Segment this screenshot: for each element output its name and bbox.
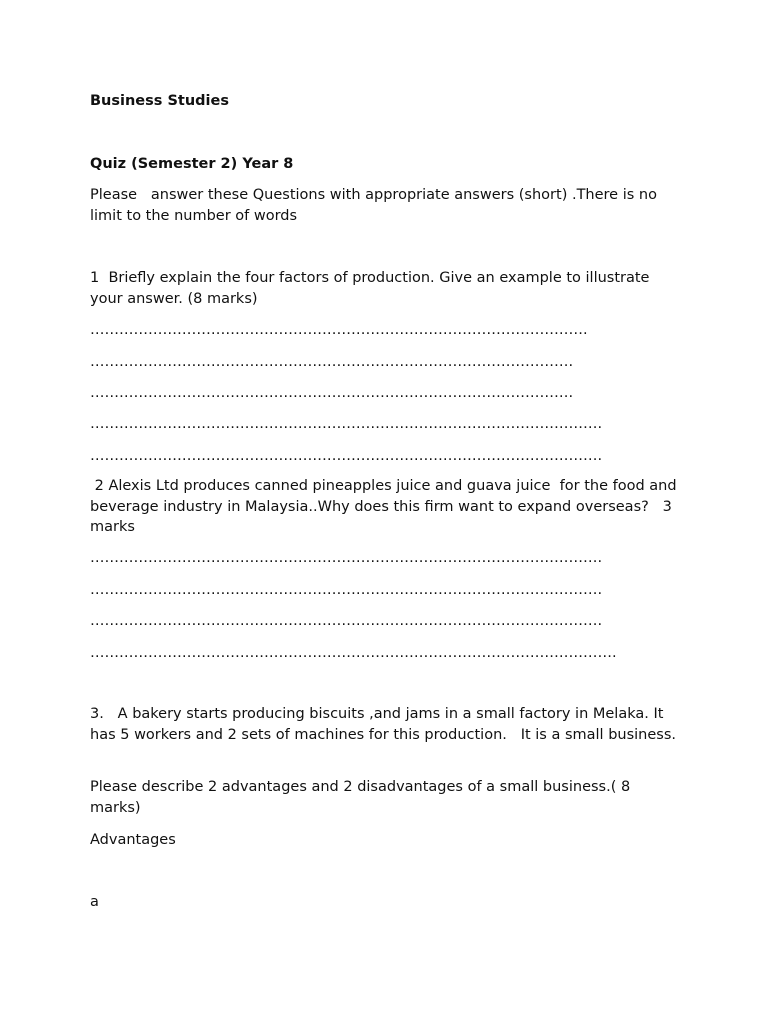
quiz-title: Quiz (Semester 2) Year 8 [90, 156, 294, 172]
subject-heading: Business Studies [90, 93, 229, 109]
question-1-text: 1 Briefly explain the four factors of production. Give an example to illustrate your answer. (8 marks) [90, 270, 655, 307]
answer-line: ……………………………………………………………………………………………. [90, 582, 603, 598]
advantages-label: Advantages [90, 832, 176, 848]
question-2-text: 2 Alexis Ltd produces canned pineapples juice and guava juice for the food and beverage industry in Malaysia..Why does this firm want to expand overseas? 3 marks [90, 478, 682, 535]
answer-line: ………………………………………………………………………………………………. [90, 645, 617, 661]
answer-line: ……………………………………………………………………………………………. [90, 448, 603, 464]
answer-line: ………………………………………………………………………………………. [90, 354, 574, 370]
answer-line: ……………………………………………………………………………………………. [90, 613, 603, 629]
answer-line: …………………………………………………………………………………………. [90, 322, 588, 338]
question-3-prompt: Please describe 2 advantages and 2 disadvantages of a small business.( 8 marks) [90, 779, 635, 816]
instructions-text: Please answer these Questions with appropriate answers (short) .There is no limit to the number of words [90, 187, 662, 224]
answer-line: ……………………………………………………………………………………………. [90, 416, 603, 432]
question-3-text: 3. A bakery starts producing biscuits ,and jams in a small factory in Melaka. It has 5 workers and 2 sets of machines for this production. It is a small business. [90, 706, 677, 743]
advantage-item-a: a [90, 894, 99, 910]
answer-line: ……………………………………………………………………………………………. [90, 550, 603, 566]
answer-line: ………………………………………………………………………………………. [90, 385, 574, 401]
